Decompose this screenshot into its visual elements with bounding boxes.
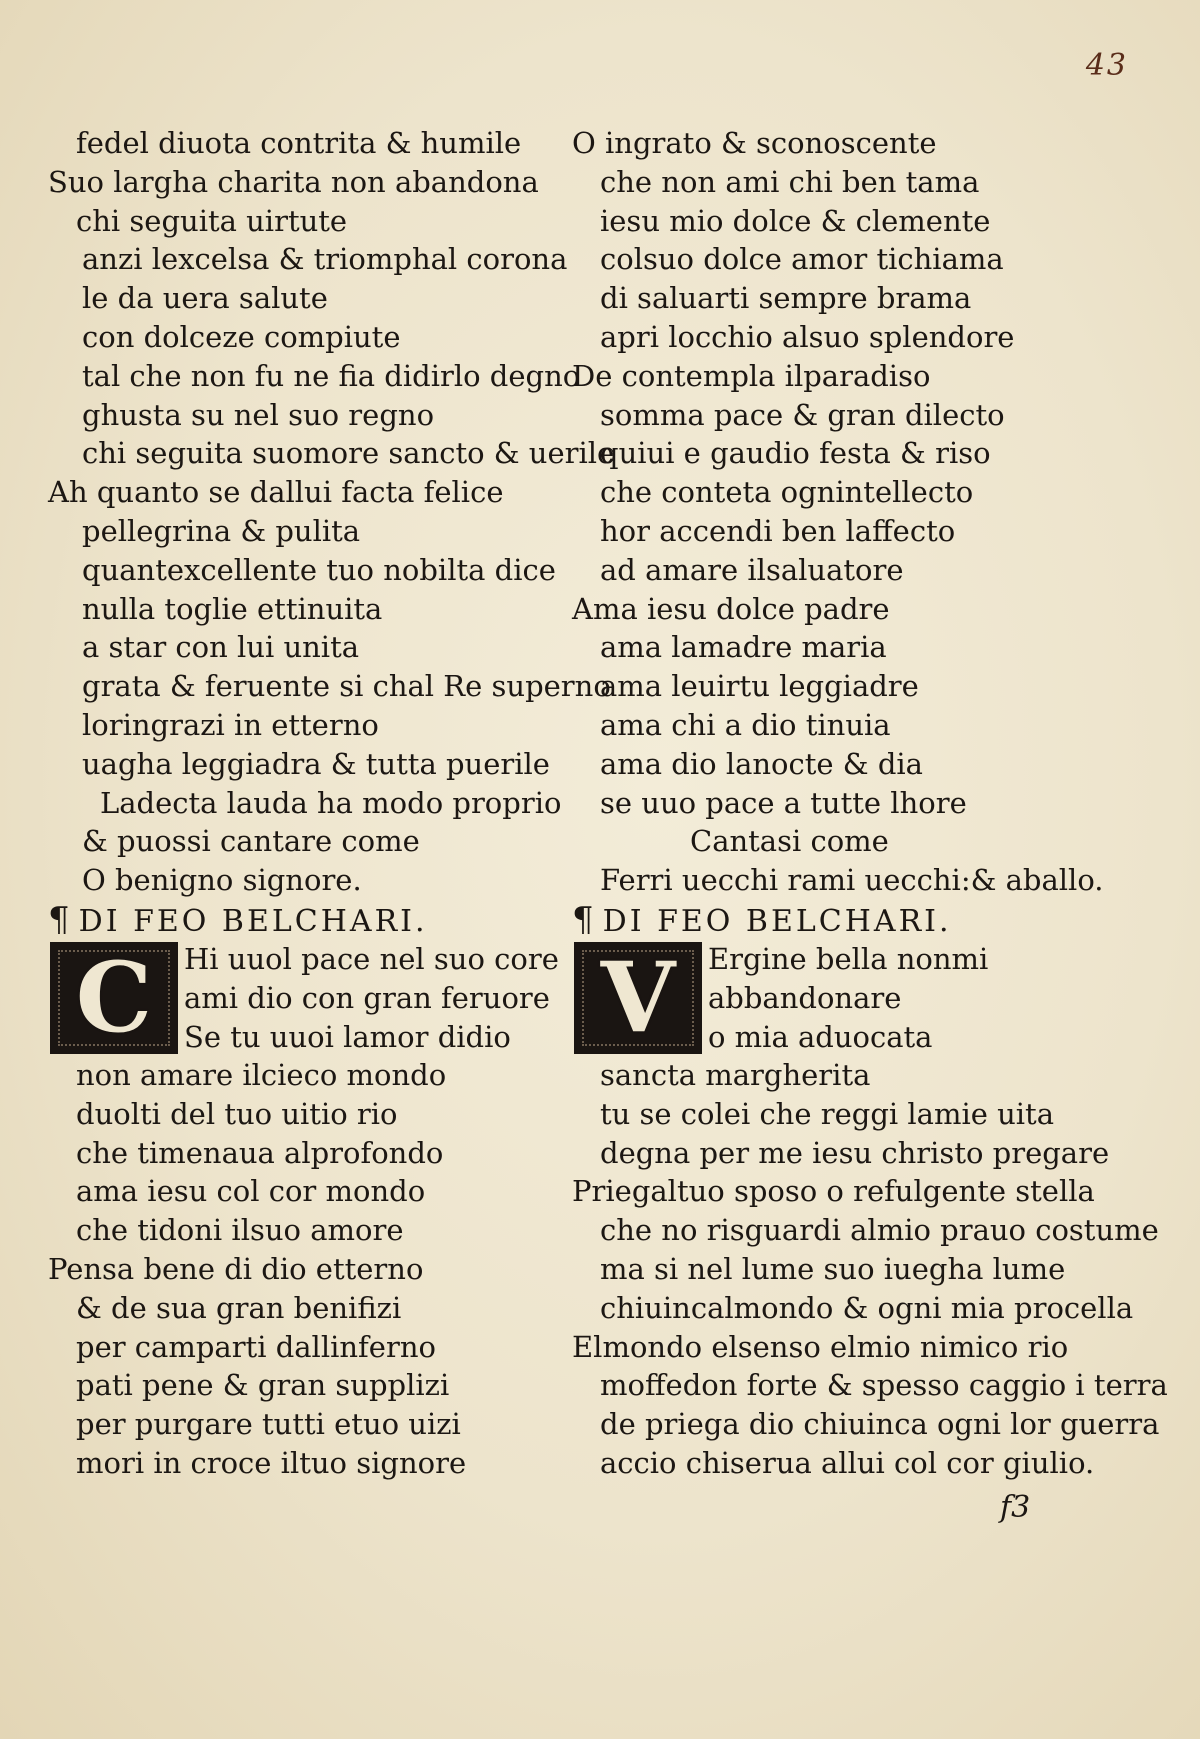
decorated-initial: V bbox=[574, 942, 702, 1054]
left-lines-top bbox=[48, 124, 615, 900]
verse-line: ma si nel lume suo iuegha lume bbox=[600, 1251, 1066, 1286]
verse-line: o mia aduocata bbox=[708, 1019, 933, 1054]
verse-line: somma pace & gran dilecto bbox=[600, 397, 1005, 432]
verse-line: Ferri uecchi rami uecchi:& aballo. bbox=[600, 863, 1104, 898]
verse-line: abbandonare bbox=[708, 980, 902, 1015]
initial-block bbox=[572, 940, 1132, 1056]
verse-line: mori in croce iltuo signore bbox=[76, 1445, 467, 1480]
verse-line: & de sua gran benifizi bbox=[76, 1290, 402, 1325]
verse-line: ami dio con gran feruore bbox=[184, 980, 550, 1015]
verse-line: ama dio lanocte & dia bbox=[600, 746, 923, 781]
pilcrow-icon: ¶ bbox=[572, 899, 597, 940]
verse-line: de priega dio chiuinca ogni lor guerra bbox=[600, 1407, 1160, 1442]
verse-line: uagha leggiadra & tutta puerile bbox=[82, 746, 550, 781]
verse-line: per camparti dallinferno bbox=[76, 1329, 436, 1364]
verse-line: apri locchio alsuo splendore bbox=[600, 319, 1015, 354]
initial-lines bbox=[708, 940, 988, 1056]
verse-line: anzi lexcelsa & triomphal corona bbox=[82, 242, 568, 277]
heading-text: DI FEO BELCHARI. bbox=[602, 903, 952, 939]
verse-line: Pensa bene di dio etterno bbox=[48, 1251, 424, 1286]
verse-line: che timenaua alprofondo bbox=[76, 1135, 444, 1170]
right-lines-bottom bbox=[572, 1056, 1168, 1483]
signature-mark: f3 bbox=[1000, 1490, 1031, 1525]
section-heading bbox=[572, 900, 1132, 940]
verse-line: moffedon forte & spesso caggio i terra bbox=[600, 1368, 1168, 1403]
verse-line: & puossi cantare come bbox=[82, 824, 420, 859]
verse-line: per purgare tutti etuo uizi bbox=[76, 1407, 461, 1442]
initial-lines bbox=[184, 940, 559, 1056]
verse-line: degna per me iesu christo pregare bbox=[600, 1135, 1110, 1170]
verse-line: Ergine bella nonmi bbox=[708, 941, 989, 976]
verse-line: chiuincalmondo & ogni mia procella bbox=[600, 1290, 1134, 1325]
section-heading bbox=[48, 900, 568, 940]
verse-line: ama iesu col cor mondo bbox=[76, 1174, 426, 1209]
verse-line: ad amare ilsaluatore bbox=[600, 552, 904, 587]
verse-line: Ah quanto se dallui facta felice bbox=[48, 475, 504, 510]
verse-line: chi seguita uirtute bbox=[76, 203, 348, 238]
decorated-initial: C bbox=[50, 942, 178, 1054]
pilcrow-icon: ¶ bbox=[48, 899, 73, 940]
verse-line: chi seguita suomore sancto & uerile bbox=[82, 436, 615, 471]
verse-line: O ingrato & sconoscente bbox=[572, 126, 937, 160]
verse-line: Cantasi come bbox=[690, 824, 889, 859]
verse-line: a star con lui unita bbox=[82, 630, 360, 665]
verse-line: ama leuirtu leggiadre bbox=[600, 669, 919, 704]
verse-line: pati pene & gran supplizi bbox=[76, 1368, 450, 1403]
folio-number: 43 bbox=[1085, 48, 1128, 83]
verse-line: accio chiserua allui col cor giulio. bbox=[600, 1445, 1095, 1480]
heading-text: DI FEO BELCHARI. bbox=[78, 903, 428, 939]
verse-line: Ama iesu dolce padre bbox=[572, 591, 890, 626]
verse-line: ama chi a dio tinuia bbox=[600, 707, 891, 742]
verse-line: se uuo pace a tutte lhore bbox=[600, 785, 967, 820]
initial-block bbox=[48, 940, 568, 1056]
verse-line: che tidoni ilsuo amore bbox=[76, 1213, 404, 1248]
verse-line: quiui e gaudio festa & riso bbox=[600, 436, 991, 471]
verse-line: tu se colei che reggi lamie uita bbox=[600, 1096, 1055, 1131]
verse-line: che no risguardi almio prauo costume bbox=[600, 1213, 1159, 1248]
verse-line: con dolceze compiute bbox=[82, 319, 401, 354]
verse-line: iesu mio dolce & clemente bbox=[600, 203, 991, 238]
verse-line: ghusta su nel suo regno bbox=[82, 397, 435, 432]
verse-line: colsuo dolce amor tichiama bbox=[600, 242, 1004, 277]
verse-line: Hi uuol pace nel suo core bbox=[184, 941, 559, 976]
verse-line: pellegrina & pulita bbox=[82, 513, 361, 548]
verse-line: fedel diuota contrita & humile bbox=[76, 126, 522, 160]
verse-line: tal che non fu ne fia didirlo degno bbox=[82, 358, 581, 393]
verse-line: duolti del tuo uitio rio bbox=[76, 1096, 398, 1131]
right-lines-top bbox=[572, 124, 1132, 900]
verse-line: sancta margherita bbox=[600, 1057, 871, 1092]
right-column bbox=[572, 124, 1168, 1483]
verse-line: Ladecta lauda ha modo proprio bbox=[100, 785, 562, 820]
verse-line: le da uera salute bbox=[82, 281, 328, 316]
verse-line: di saluarti sempre brama bbox=[600, 281, 972, 316]
verse-line: Se tu uuoi lamor didio bbox=[184, 1019, 511, 1054]
verse-line: De contempla ilparadiso bbox=[572, 358, 931, 393]
verse-line: che non ami chi ben tama bbox=[600, 164, 980, 199]
verse-line: hor accendi ben laffecto bbox=[600, 513, 956, 548]
left-column bbox=[48, 124, 615, 1483]
verse-line: Elmondo elsenso elmio nimico rio bbox=[572, 1329, 1069, 1364]
verse-line: O benigno signore. bbox=[82, 863, 362, 898]
verse-line: ama lamadre maria bbox=[600, 630, 887, 665]
verse-line: che conteta ognintellecto bbox=[600, 475, 974, 510]
verse-line: Suo largha charita non abandona bbox=[48, 164, 539, 199]
verse-line: grata & feruente si chal Re superno bbox=[82, 669, 611, 704]
verse-line: nulla toglie ettinuita bbox=[82, 591, 383, 626]
verse-line: quantexcellente tuo nobilta dice bbox=[82, 552, 556, 587]
verse-line: loringrazi in etterno bbox=[82, 707, 379, 742]
verse-line: non amare ilcieco mondo bbox=[76, 1057, 447, 1092]
verse-line: Priegaltuo sposo o refulgente stella bbox=[572, 1174, 1095, 1209]
left-lines-bottom bbox=[48, 1056, 568, 1483]
